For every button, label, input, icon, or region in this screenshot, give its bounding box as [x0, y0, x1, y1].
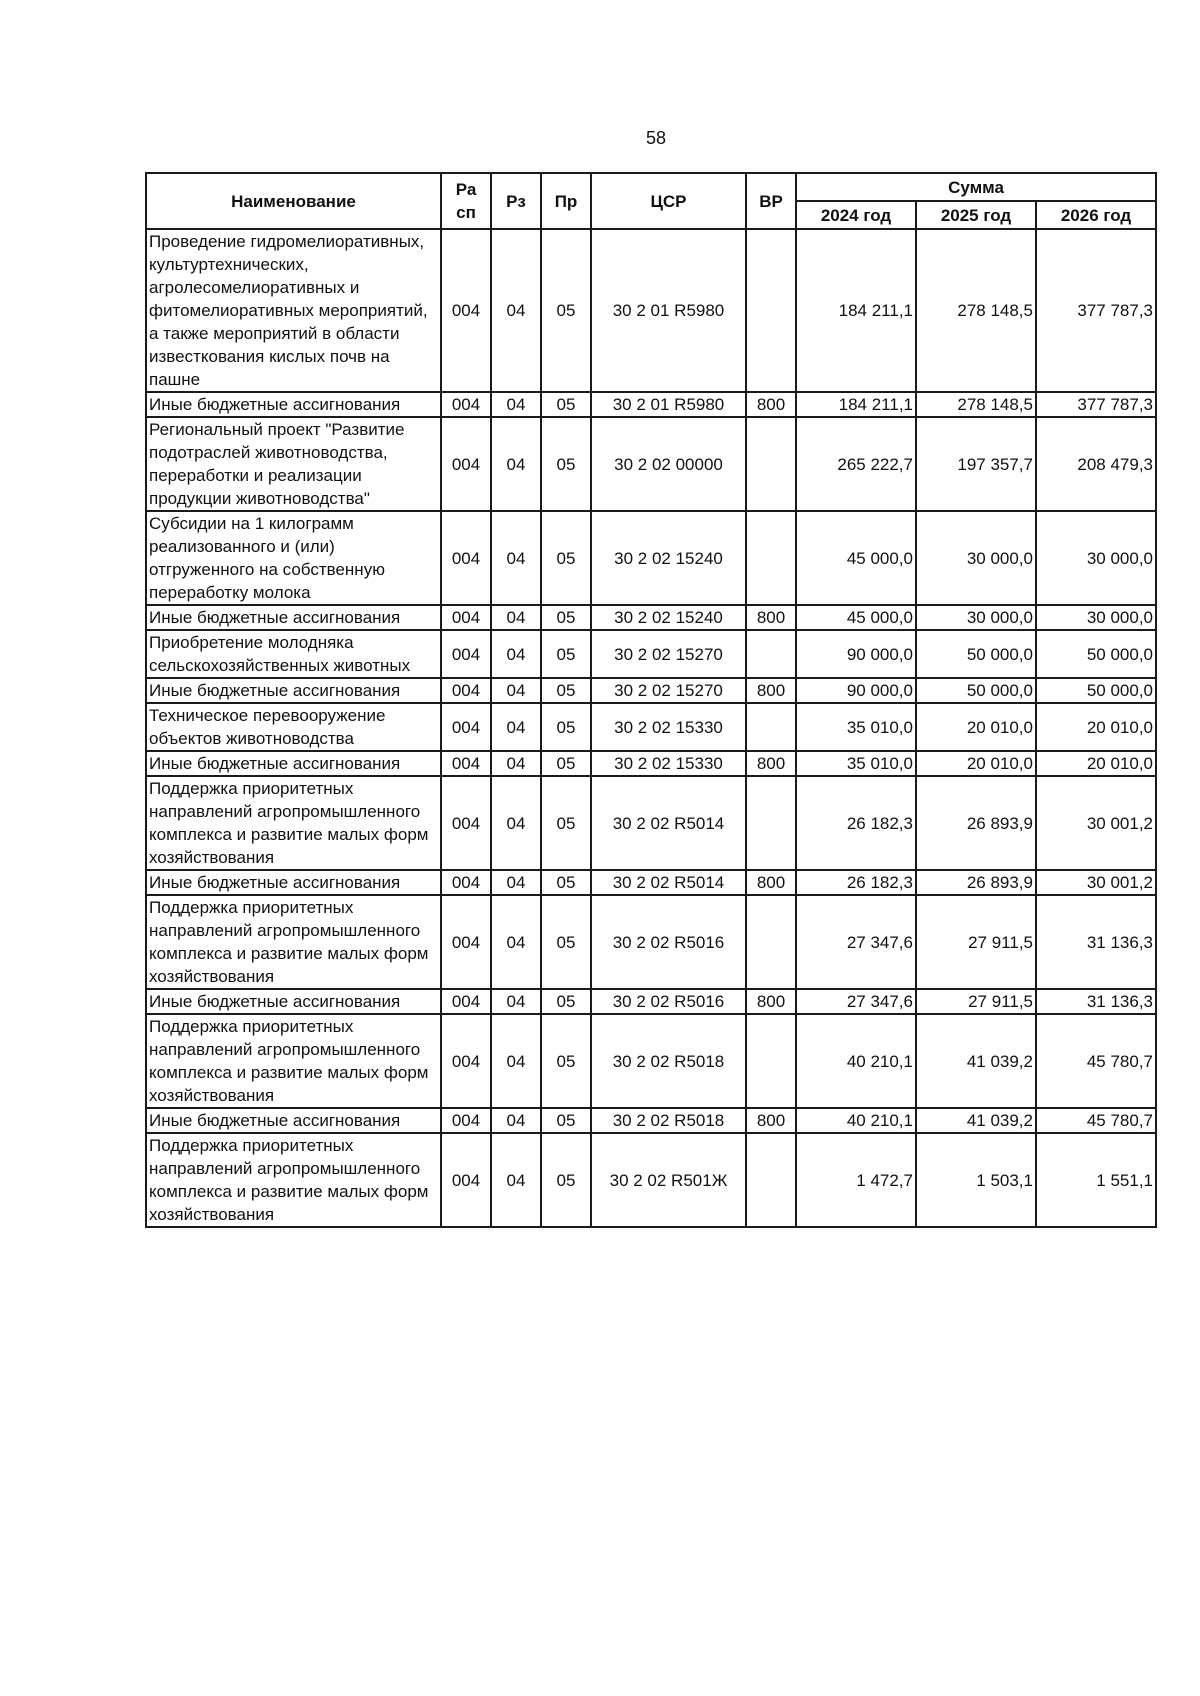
cell-csr: 30 2 02 R5014	[591, 870, 746, 895]
cell-rz: 04	[491, 1133, 541, 1227]
cell-rz: 04	[491, 1014, 541, 1108]
cell-rz: 04	[491, 678, 541, 703]
table-row	[146, 703, 1156, 751]
table-body	[146, 229, 1156, 1227]
cell-2024: 184 211,1	[796, 392, 916, 417]
cell-rasp: 004	[441, 630, 491, 678]
cell-2025: 20 010,0	[916, 703, 1036, 751]
cell-pr: 05	[541, 417, 591, 511]
cell-vr: 800	[746, 605, 796, 630]
cell-pr: 05	[541, 1133, 591, 1227]
cell-rz: 04	[491, 895, 541, 989]
cell-name: Иные бюджетные ассигнования	[146, 392, 441, 417]
cell-vr	[746, 1133, 796, 1227]
cell-pr: 05	[541, 895, 591, 989]
cell-2026: 50 000,0	[1036, 678, 1156, 703]
cell-vr: 800	[746, 870, 796, 895]
cell-vr: 800	[746, 392, 796, 417]
header-sum: Сумма	[796, 173, 1156, 201]
cell-2025: 50 000,0	[916, 630, 1036, 678]
cell-2024: 265 222,7	[796, 417, 916, 511]
cell-2025: 27 911,5	[916, 895, 1036, 989]
header-rz: Рз	[491, 173, 541, 229]
table-row	[146, 870, 1156, 895]
header-2026: 2026 год	[1036, 201, 1156, 229]
cell-name: Поддержка приоритетных направлений агропромышленного комплекса и развитие малых форм хозяйствования	[146, 1014, 441, 1108]
cell-2025: 278 148,5	[916, 229, 1036, 392]
cell-rasp: 004	[441, 989, 491, 1014]
cell-vr: 800	[746, 678, 796, 703]
cell-rasp: 004	[441, 895, 491, 989]
table-row	[146, 630, 1156, 678]
cell-pr: 05	[541, 751, 591, 776]
cell-name: Поддержка приоритетных направлений агропромышленного комплекса и развитие малых форм хозяйствования	[146, 895, 441, 989]
cell-2024: 40 210,1	[796, 1014, 916, 1108]
cell-pr: 05	[541, 703, 591, 751]
cell-2026: 30 000,0	[1036, 605, 1156, 630]
cell-2025: 26 893,9	[916, 870, 1036, 895]
cell-vr: 800	[746, 1108, 796, 1133]
cell-csr: 30 2 01 R5980	[591, 392, 746, 417]
cell-2026: 30 001,2	[1036, 870, 1156, 895]
cell-2025: 30 000,0	[916, 605, 1036, 630]
cell-rasp: 004	[441, 751, 491, 776]
cell-pr: 05	[541, 392, 591, 417]
table-row	[146, 229, 1156, 392]
cell-vr	[746, 776, 796, 870]
cell-rasp: 004	[441, 776, 491, 870]
cell-vr	[746, 630, 796, 678]
cell-rz: 04	[491, 870, 541, 895]
cell-rasp: 004	[441, 1014, 491, 1108]
cell-2025: 26 893,9	[916, 776, 1036, 870]
cell-rz: 04	[491, 703, 541, 751]
cell-rz: 04	[491, 776, 541, 870]
cell-2025: 41 039,2	[916, 1014, 1036, 1108]
table-row	[146, 417, 1156, 511]
cell-2025: 41 039,2	[916, 1108, 1036, 1133]
cell-2024: 35 010,0	[796, 703, 916, 751]
table-row	[146, 989, 1156, 1014]
cell-name: Иные бюджетные ассигнования	[146, 989, 441, 1014]
cell-name: Иные бюджетные ассигнования	[146, 870, 441, 895]
cell-name: Приобретение молодняка сельскохозяйственных животных	[146, 630, 441, 678]
cell-rz: 04	[491, 417, 541, 511]
cell-name: Иные бюджетные ассигнования	[146, 1108, 441, 1133]
cell-2024: 35 010,0	[796, 751, 916, 776]
table-row	[146, 605, 1156, 630]
cell-2026: 208 479,3	[1036, 417, 1156, 511]
cell-2024: 90 000,0	[796, 678, 916, 703]
table-row	[146, 392, 1156, 417]
cell-2024: 27 347,6	[796, 895, 916, 989]
cell-rasp: 004	[441, 703, 491, 751]
cell-2026: 377 787,3	[1036, 229, 1156, 392]
cell-vr	[746, 511, 796, 605]
cell-csr: 30 2 02 15270	[591, 630, 746, 678]
cell-pr: 05	[541, 1014, 591, 1108]
cell-rasp: 004	[441, 1108, 491, 1133]
cell-2025: 20 010,0	[916, 751, 1036, 776]
cell-name: Поддержка приоритетных направлений агропромышленного комплекса и развитие малых форм хозяйствования	[146, 1133, 441, 1227]
cell-2025: 27 911,5	[916, 989, 1036, 1014]
cell-2024: 1 472,7	[796, 1133, 916, 1227]
cell-vr	[746, 895, 796, 989]
table-row	[146, 1133, 1156, 1227]
cell-csr: 30 2 02 15330	[591, 703, 746, 751]
table-row	[146, 678, 1156, 703]
cell-vr	[746, 417, 796, 511]
cell-rz: 04	[491, 1108, 541, 1133]
cell-name: Поддержка приоритетных направлений агропромышленного комплекса и развитие малых форм хозяйствования	[146, 776, 441, 870]
cell-vr	[746, 703, 796, 751]
cell-2026: 50 000,0	[1036, 630, 1156, 678]
cell-csr: 30 2 02 R5014	[591, 776, 746, 870]
cell-2026: 1 551,1	[1036, 1133, 1156, 1227]
cell-2026: 30 001,2	[1036, 776, 1156, 870]
cell-rz: 04	[491, 630, 541, 678]
cell-csr: 30 2 02 15240	[591, 605, 746, 630]
cell-vr: 800	[746, 751, 796, 776]
cell-pr: 05	[541, 776, 591, 870]
header-vr: ВР	[746, 173, 796, 229]
cell-2026: 20 010,0	[1036, 703, 1156, 751]
cell-pr: 05	[541, 229, 591, 392]
cell-pr: 05	[541, 511, 591, 605]
header-rasp: Ра сп	[441, 173, 491, 229]
cell-2025: 30 000,0	[916, 511, 1036, 605]
cell-csr: 30 2 02 15240	[591, 511, 746, 605]
page-number: 58	[645, 128, 667, 148]
cell-rasp: 004	[441, 229, 491, 392]
cell-rz: 04	[491, 392, 541, 417]
cell-rasp: 004	[441, 605, 491, 630]
cell-rasp: 004	[441, 511, 491, 605]
cell-csr: 30 2 02 15330	[591, 751, 746, 776]
cell-pr: 05	[541, 678, 591, 703]
cell-2026: 31 136,3	[1036, 989, 1156, 1014]
cell-2025: 1 503,1	[916, 1133, 1036, 1227]
cell-rasp: 004	[441, 392, 491, 417]
table-row	[146, 511, 1156, 605]
cell-vr	[746, 1014, 796, 1108]
cell-pr: 05	[541, 605, 591, 630]
cell-csr: 30 2 01 R5980	[591, 229, 746, 392]
cell-2024: 45 000,0	[796, 605, 916, 630]
cell-2025: 278 148,5	[916, 392, 1036, 417]
cell-name: Иные бюджетные ассигнования	[146, 751, 441, 776]
cell-2024: 40 210,1	[796, 1108, 916, 1133]
cell-rasp: 004	[441, 678, 491, 703]
cell-pr: 05	[541, 630, 591, 678]
cell-name: Техническое перевооружение объектов животноводства	[146, 703, 441, 751]
cell-csr: 30 2 02 R5018	[591, 1014, 746, 1108]
cell-csr: 30 2 02 R501Ж	[591, 1133, 746, 1227]
cell-pr: 05	[541, 989, 591, 1014]
cell-csr: 30 2 02 R5016	[591, 895, 746, 989]
table-row	[146, 776, 1156, 870]
header-pr: Пр	[541, 173, 591, 229]
cell-name: Иные бюджетные ассигнования	[146, 678, 441, 703]
cell-2024: 45 000,0	[796, 511, 916, 605]
table-row	[146, 1014, 1156, 1108]
cell-name: Субсидии на 1 килограмм реализованного и (или) отгруженного на собственную переработку молока	[146, 511, 441, 605]
cell-rasp: 004	[441, 1133, 491, 1227]
cell-rz: 04	[491, 605, 541, 630]
cell-2026: 31 136,3	[1036, 895, 1156, 989]
cell-rz: 04	[491, 229, 541, 392]
header-csr: ЦСР	[591, 173, 746, 229]
header-2024: 2024 год	[796, 201, 916, 229]
header-2025: 2025 год	[916, 201, 1036, 229]
cell-vr	[746, 229, 796, 392]
header-name: Наименование	[146, 173, 441, 229]
cell-csr: 30 2 02 R5018	[591, 1108, 746, 1133]
cell-csr: 30 2 02 R5016	[591, 989, 746, 1014]
cell-2026: 20 010,0	[1036, 751, 1156, 776]
cell-rasp: 004	[441, 870, 491, 895]
cell-csr: 30 2 02 00000	[591, 417, 746, 511]
cell-2024: 27 347,6	[796, 989, 916, 1014]
cell-2026: 377 787,3	[1036, 392, 1156, 417]
cell-rz: 04	[491, 989, 541, 1014]
cell-2024: 26 182,3	[796, 870, 916, 895]
table-row	[146, 1108, 1156, 1133]
cell-name: Региональный проект "Развитие подотраслей животноводства, переработки и реализации продукции животноводства"	[146, 417, 441, 511]
cell-2025: 50 000,0	[916, 678, 1036, 703]
cell-2024: 90 000,0	[796, 630, 916, 678]
cell-csr: 30 2 02 15270	[591, 678, 746, 703]
cell-pr: 05	[541, 1108, 591, 1133]
cell-rz: 04	[491, 751, 541, 776]
cell-2026: 45 780,7	[1036, 1108, 1156, 1133]
budget-table	[145, 172, 1157, 1228]
cell-rasp: 004	[441, 417, 491, 511]
cell-name: Иные бюджетные ассигнования	[146, 605, 441, 630]
cell-2024: 26 182,3	[796, 776, 916, 870]
table-row	[146, 895, 1156, 989]
cell-rz: 04	[491, 511, 541, 605]
cell-2024: 184 211,1	[796, 229, 916, 392]
cell-2026: 30 000,0	[1036, 511, 1156, 605]
cell-pr: 05	[541, 870, 591, 895]
cell-2026: 45 780,7	[1036, 1014, 1156, 1108]
cell-2025: 197 357,7	[916, 417, 1036, 511]
cell-name: Проведение гидромелиоративных, культуртехнических, агролесомелиоративных и фитомелиоративных мероприятий, а также мероприятий в области известкования кислых почв на пашне	[146, 229, 441, 392]
table-row	[146, 751, 1156, 776]
cell-vr: 800	[746, 989, 796, 1014]
